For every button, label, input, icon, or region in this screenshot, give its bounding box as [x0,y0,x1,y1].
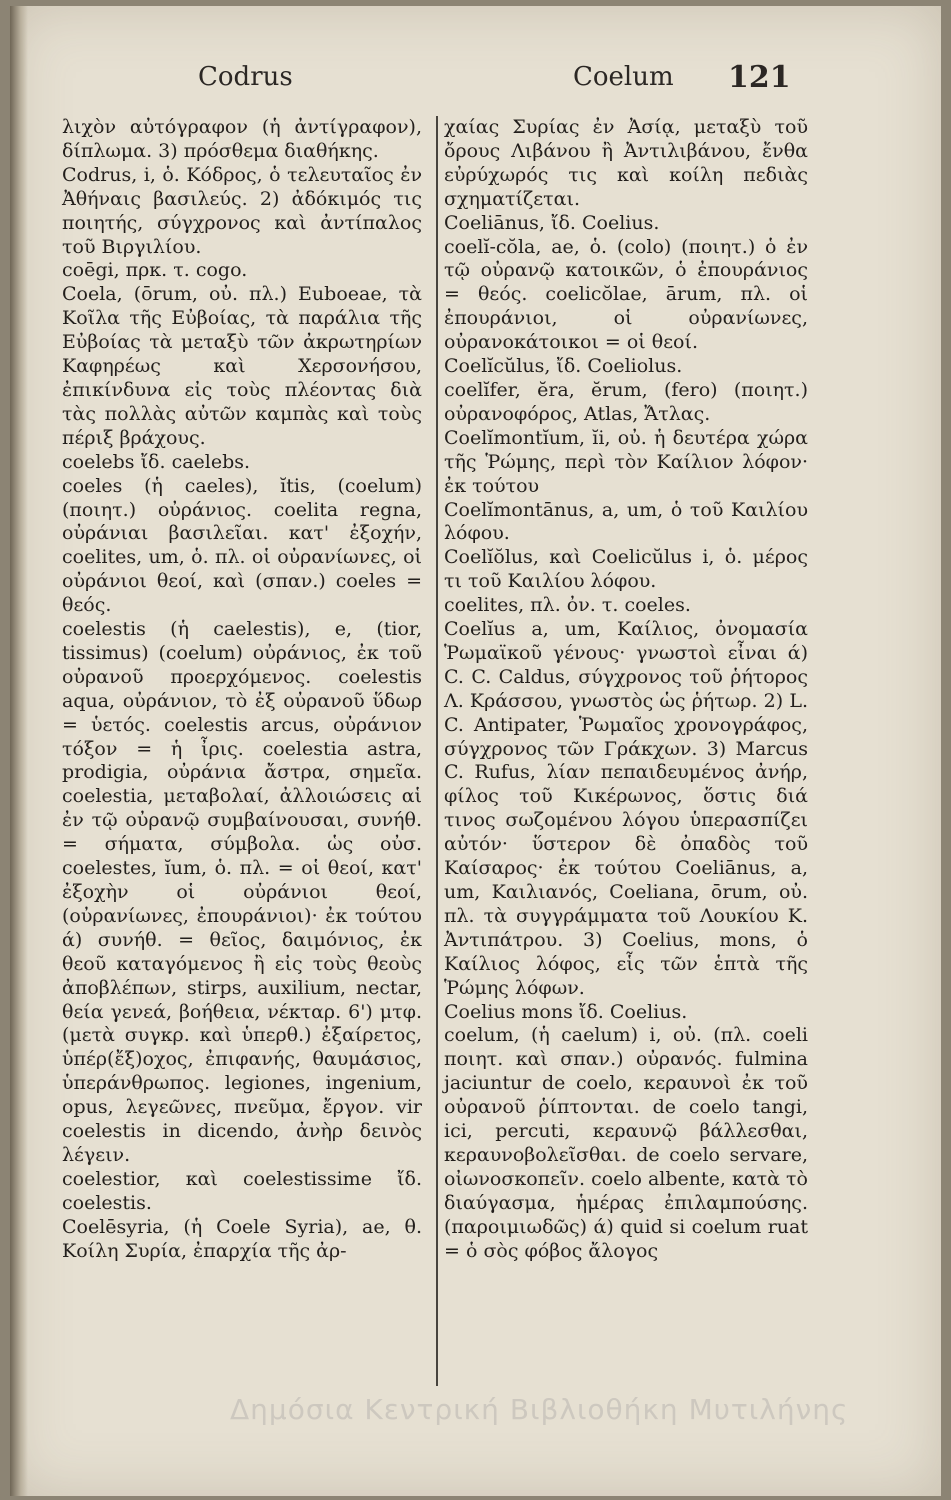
dictionary-entry: λιχὸν αὐτόγραφον (ἡ ἀντίγραφον), δίπλωμα. 3) πρόσθεμα διαθήκης. [62,116,422,162]
column-divider [436,116,438,1386]
left-headword: Codrus [198,62,293,92]
dictionary-entry: Coelĭmontānus, a, um, ὁ τοῦ Καιλίου λόφου. [444,498,808,545]
dictionary-entry: coelĭfer, ĕra, ĕrum, (fero) (ποιητ.) οὐρανοφόρος, Atlas, Ἄτλας. [444,378,808,425]
right-headword: Coelum [573,62,674,92]
library-watermark: Δημόσια Κεντρική Βιβλιοθήκη Μυτιλήνης [230,1393,849,1426]
dictionary-entry: Coelĭmontĭum, ĭi, οὐ. ἡ δευτέρα χώρα τῆς Ῥώμης, περὶ τὸν Καίλιον λόφον· ἐκ τούτου [444,426,808,497]
left-column [62,116,422,1264]
dictionary-entry: Codrus, i, ὁ. Κόδρος, ὁ τελευταῖος ἐν Ἀθήναις βασιλεύς. 2) ἀδόκιμός τις ποιητής, σύγχρονος καὶ ἀντίπαλος τοῦ Βιργιλίου. [62,163,422,258]
page-number: 121 [728,60,791,95]
dictionary-entry: Coelĭus a, um, Καίλιος, ὀνομασία Ῥωμαϊκοῦ γένους· γνωστοὶ εἶναι ά) C. C. Caldus, σύγχρονος τοῦ ῥήτορος Λ. Κράσσου, γνωστὸς ὡς ῥήτωρ. 2) L. C. Antipater, Ῥωμαῖος χρονογράφος, σύγχρονος τῶν Γράκχων. 3) Marcus C. Rufus, λίαν πεπαιδευμένος ἀνήρ, φίλος τοῦ Κικέρωνος, ὅστις διά τινος σωζομένου λόγου ὑπερασπίζει αὐτόν· ὕστερον δὲ ὀπαδὸς τοῦ Καίσαρος· ἐκ τούτου Coeliānus, a, um, Καιλιανός, Coeliana, ōrum, οὐ. πλ. τὰ συγγράμματα τοῦ Λουκίου Κ. Ἀντιπάτρου. 3) Coelius, mons, ὁ Καίλιος λόφος, εἷς τῶν ἑπτὰ τῆς Ῥώμης λόφων. [444,618,808,999]
dictionary-entry: coelĭ-cŏla, ae, ὁ. (colo) (ποιητ.) ὁ ἐν τῷ οὐρανῷ κατοικῶν, ὁ ἐπουράνιος = θεός. coelicŏlae, ārum, πλ. οἱ ἐπουράνιοι, οἱ οὐρανίωνες, οὐρανοκάτοικοι = οἱ θεοί. [444,235,808,354]
book-page [10,6,941,1496]
dictionary-entry: Coela, (ōrum, οὐ. πλ.) Euboeae, τὰ Κοῖλα τῆς Εὐβοίας, τὰ παράλια τῆς Εὐβοίας τὰ μεταξὺ τῶν ἀκρωτηρίων Καφηρέως καὶ Χερσονήσου, ἐπικίνδυνα εἰς τοὺς πλέοντας διὰ τὰς πολλὰς αὐτῶν καμπὰς καὶ τοὺς πέριξ βράχους. [62,283,422,449]
dictionary-entry: coelestis (ἡ caelestis), e, (tior, tissimus) (coelum) οὐράνιος, ἐκ τοῦ οὐρανοῦ προερχόμενος. coelestis aqua, οὐράνιον, τὸ ἐξ οὐρανοῦ ὕδωρ = ὑετός. coelestis arcus, οὐράνιον τόξον = ἡ ἶρις. coelestia astra, prodigia, οὐράνια ἄστρα, σημεῖα. coelestia, μεταβολαί, ἀλλοιώσεις αἱ ἐν τῷ οὐρανῷ συμβαίνουσαι, συνήθ. = σήματα, σύμβολα. ὡς οὐσ. coelestes, ĭum, ὁ. πλ. = οἱ θεοί, κατ' ἐξοχὴν οἱ οὐράνιοι θεοί, (οὐρανίωνες, ἐπουράνιοι)· ἐκ τούτου ά) συνήθ. = θεῖος, δαιμόνιος, ἐκ θεοῦ καταγόμενος ἢ εἰς τοὺς θεοὺς ἀποβλέπων, stirps, auxilium, nectar, θεία γενεά, βοήθεια, νέκταρ. 6') μτφ. (μετὰ συγκρ. καὶ ὑπερθ.) ἐξαίρετος, ὑπέρ(ἔξ)οχος, ἐπιφανής, θαυμάσιος, ὑπεράνθρωπος. legiones, ingenium, opus, λεγεῶνες, πνεῦμα, ἔργον. vir coelestis in dicendo, ἀνὴρ δεινὸς λέγειν. [62,618,422,1166]
dictionary-entry: coelebs ἴδ. caelebs. [62,450,251,473]
running-header [10,62,941,102]
right-column [444,116,808,1264]
dictionary-entry: Coelius mons ἴδ. Coelius. [444,1000,688,1023]
dictionary-entry: coelestior, καὶ coelestissime ἴδ. coelestis. [62,1167,422,1214]
dictionary-entry: Coelĭcŭlus, ἴδ. Coeliolus. [444,355,683,378]
dictionary-entry: Coelĭŏlus, καὶ Coelicŭlus i, ὁ. μέρος τι τοῦ Καιλίου λόφου. [444,546,808,593]
dictionary-entry: χαίας Συρίας ἐν Ἀσίᾳ, μεταξὺ τοῦ ὄρους Λιβάνου ἢ Ἀντιλιβάνου, ἔνθα εὐρύχωρός τις καὶ κοίλη πεδιὰς σχηματίζεται. [444,116,808,210]
dictionary-entry: coēgi, πρκ. τ. cogo. [62,259,248,282]
book-spine-shadow [10,6,28,1496]
dictionary-entry: coeles (ἡ caeles), ĭtis, (coelum) (ποιητ.) οὐράνιος. coelita regna, οὐράνιαι βασιλεῖαι. κατ' ἐξοχήν, coelites, um, ὁ. πλ. οἱ οὐρανίωνες, οἱ οὐράνιοι θεοί, καὶ (σπαν.) coeles = θεός. [62,474,422,617]
dictionary-entry: Coelēsyria, (ἡ Coele Syria), ae, θ. Κοίλη Συρία, ἐπαρχία τῆς ἀρ- [62,1215,422,1262]
dictionary-entry: coelites, πλ. ὀν. τ. coeles. [444,594,691,617]
dictionary-entry: coelum, (ἡ caelum) i, οὐ. (πλ. coeli ποιητ. καὶ σπαν.) οὐρανός. fulmina jaciuntur de coelo, κεραυνοὶ ἐκ τοῦ οὐρανοῦ ῥίπτονται. de coelo tangi, ici, percuti, κεραυνῷ βάλλεσθαι, κεραυνοβολεῖσθαι. de coelo servare, οἰωνοσκοπεῖν. coelo albente, κατὰ τὸ διαύγασμα, ἡμέρας ἐπιλαμπούσης. (παροιμιωδῶς) ά) quid si coelum ruat = ὁ σὸς φόβος ἄλογος [444,1024,808,1262]
dictionary-entry: Coeliānus, ἴδ. Coelius. [444,211,660,234]
